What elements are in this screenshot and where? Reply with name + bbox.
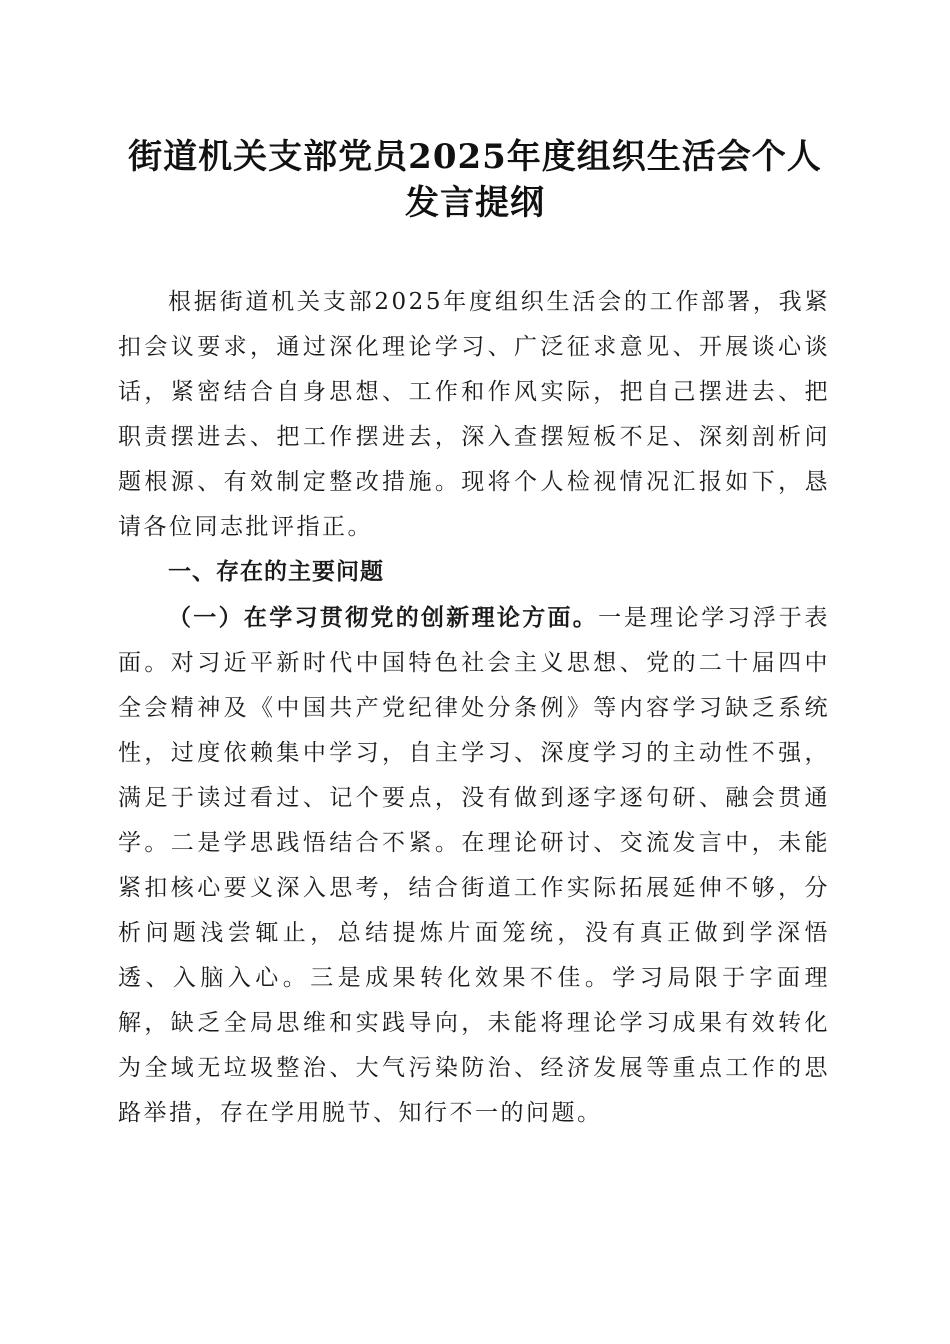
document-title-line-2: 发言提纲 <box>405 183 545 223</box>
document-body <box>118 280 830 1136</box>
intro-paragraph: 根据街道机关支部2025年度组织生活会的工作部署，我紧扣会议要求，通过深化理论学习、广泛征求意见、开展谈心谈话，紧密结合自身思想、工作和作风实际，把自己摆进去、把职责摆进去、把工作摆进去，深入查摆短板不足、深刻剖析问题根源、有效制定整改措施。现将个人检视情况汇报如下，恳请各位同志批评指正。 <box>118 289 830 540</box>
section-1-heading: 一、存在的主要问题 <box>168 559 384 585</box>
document-title <box>100 134 850 226</box>
document-title-line-1: 街道机关支部党员2025年度组织生活会个人 <box>128 137 822 177</box>
section-1-sub-1-heading: （一）在学习贯彻党的创新理论方面。 <box>168 604 599 631</box>
section-1-sub-1-body: 一是理论学习浮于表面。对习近平新时代中国特色社会主义思想、党的二十届四中全会精神及《中国共产党纪律处分条例》等内容学习缺乏系统性，过度依赖集中学习，自主学习、深度学习的主动性不强，满足于读过看过、记个要点，没有做到逐字逐句研、融会贯通学。二是学思践悟结合不紧。在理论研讨、交流发言中，未能紧扣核心要义深入思考，结合街道工作实际拓展延伸不够，分析问题浅尝辄止，总结提炼片面笼统，没有真正做到学深悟透、入脑入心。三是成果转化效果不佳。学习局限于字面理解，缺乏全局思维和实践导向，未能将理论学习成果有效转化为全域无垃圾整治、大气污染防治、经济发展等重点工作的思路举措，存在学用脱节、知行不一的问题。 <box>118 605 831 1126</box>
section-1-sub-1-paragraph <box>118 595 830 1136</box>
